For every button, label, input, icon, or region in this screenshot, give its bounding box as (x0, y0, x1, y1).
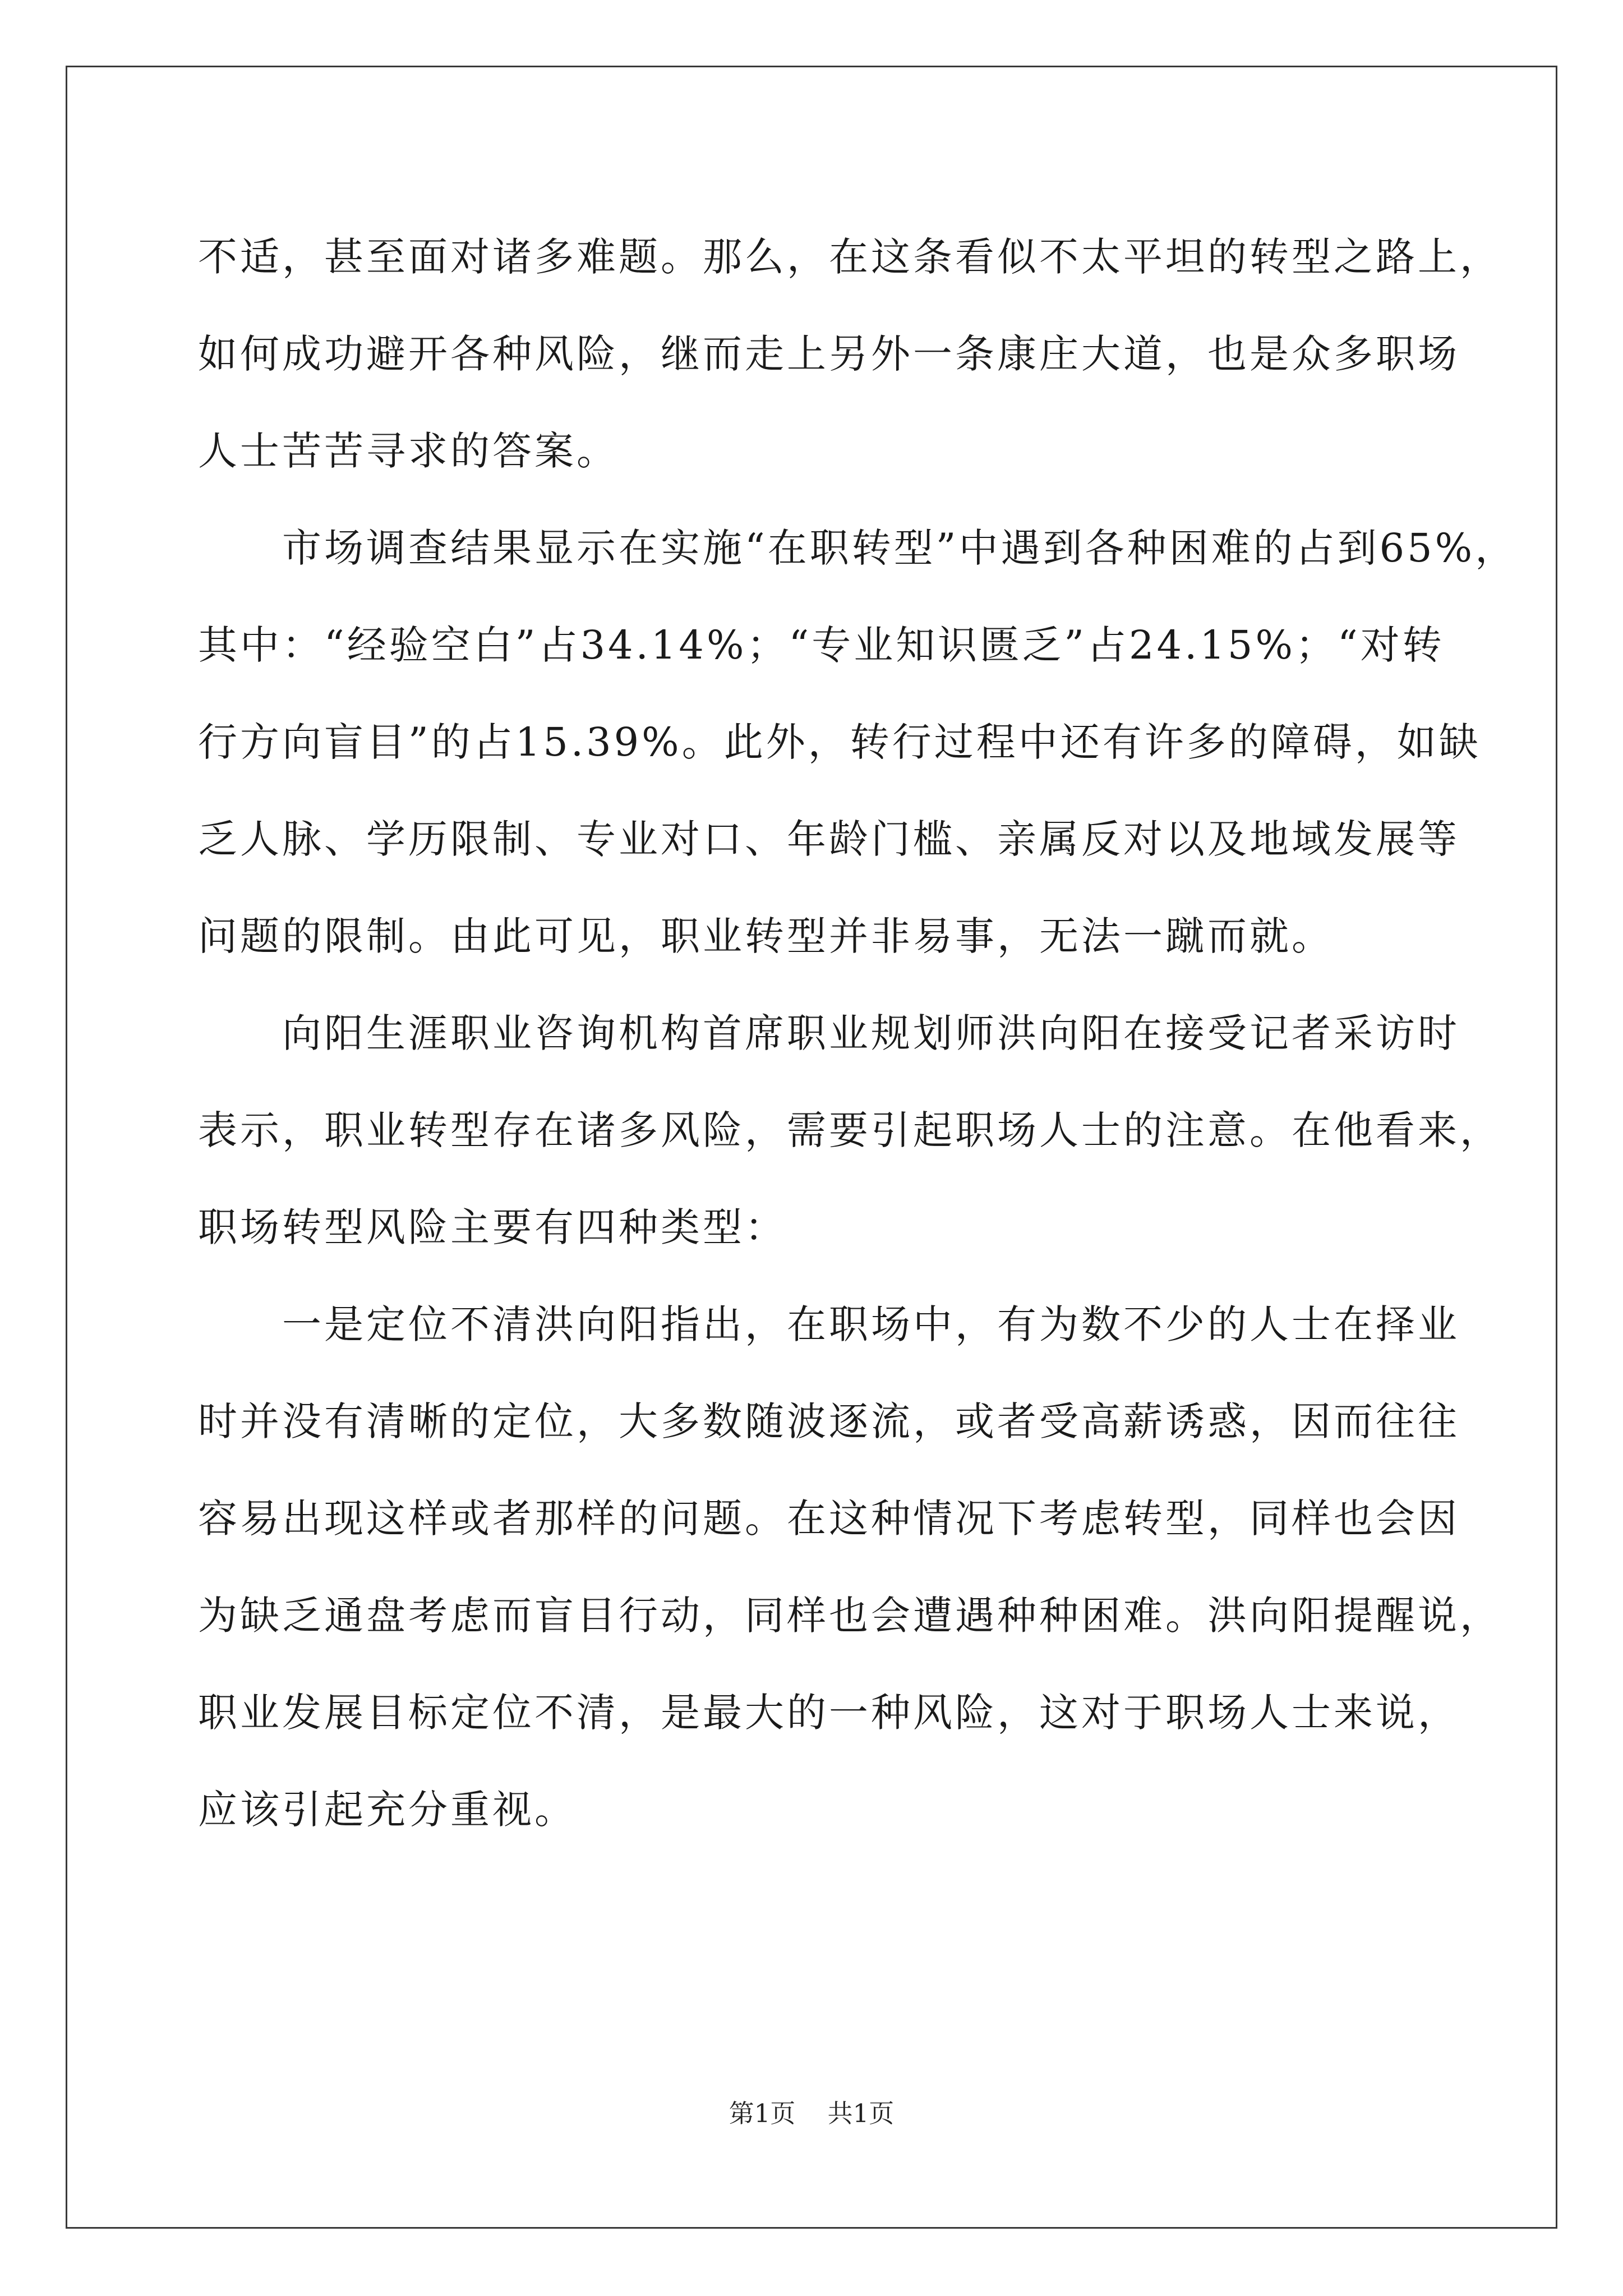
text-line: 为缺乏通盘考虑而盲目行动，同样也会遭遇种种困难。洪向阳提醒说， (198, 1593, 1502, 1639)
text-line: 表示，职业转型存在诸多风险，需要引起职场人士的注意。在他看来， (198, 1107, 1502, 1153)
text-line: 乏人脉、学历限制、专业对口、年龄门槛、亲属反对以及地域发展等 (198, 816, 1460, 862)
text-line: 其中：“经验空白”占34.14%；“专业知识匮乏”占24.15%；“对转 (198, 622, 1445, 668)
text-line: 人士苦苦寻求的答案。 (198, 428, 619, 474)
text-line: 时并没有清晰的定位，大多数随波逐流，或者受高薪诱惑，因而往往 (198, 1398, 1460, 1444)
text-line: 职业发展目标定位不清，是最大的一种风险，这对于职场人士来说， (198, 1690, 1460, 1736)
text-line: 应该引起充分重视。 (198, 1787, 577, 1833)
text-line: 如何成功避开各种风险，继而走上另外一条康庄大道，也是众多职场 (198, 331, 1460, 377)
text-line: 不适，甚至面对诸多难题。那么，在这条看似不太平坦的转型之路上， (198, 234, 1502, 280)
text-line: 问题的限制。由此可见，职业转型并非易事，无法一蹴而就。 (198, 913, 1334, 959)
text-line: 向阳生涯职业咨询机构首席职业规划师洪向阳在接受记者采访时 (282, 1010, 1460, 1056)
document-body (198, 209, 1518, 1858)
text-line: 行方向盲目”的占15.39%。此外，转行过程中还有许多的障碍，如缺 (198, 719, 1481, 765)
text-line: 一是定位不清洪向阳指出，在职场中，有为数不少的人士在择业 (282, 1301, 1460, 1347)
text-line: 职场转型风险主要有四种类型： (198, 1204, 787, 1250)
page-number-footer: 第1页 共1页 (728, 2099, 895, 2128)
text-line: 市场调查结果显示在实施“在职转型”中遇到各种困难的占到65%， (282, 525, 1518, 571)
text-line: 容易出现这样或者那样的问题。在这种情况下考虑转型，同样也会因 (198, 1496, 1460, 1542)
